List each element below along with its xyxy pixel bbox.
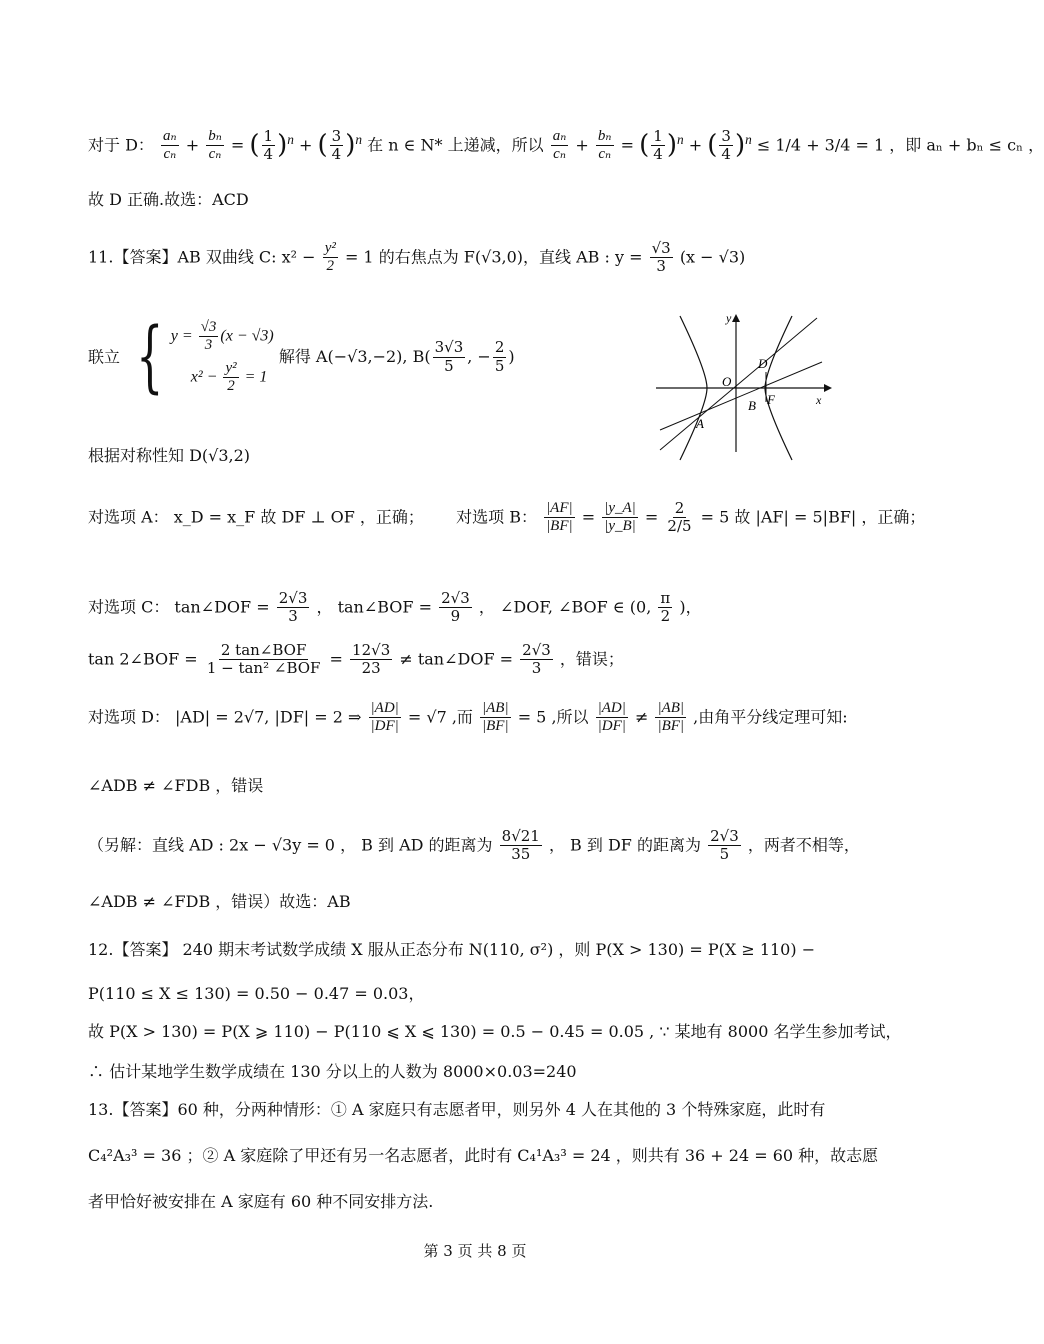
option-c-line xyxy=(88,590,702,626)
q13-line3: 者甲恰好被安排在 A 家庭有 60 种不同安排方法. xyxy=(88,1192,434,1211)
equals: = xyxy=(644,507,659,527)
equals: = xyxy=(230,135,245,155)
plus: + xyxy=(299,135,313,155)
symmetry-line: 根据对称性知 D(√3,2) xyxy=(88,446,251,465)
text: (x − √3) xyxy=(220,326,274,344)
fraction: $\frac{2}{2/5}$ xyxy=(667,499,692,536)
option-d2-line xyxy=(88,700,848,736)
conclusion-d: 故 D 正确.故选：ACD xyxy=(88,190,249,209)
fraction: $\frac{\pi}{2}$ xyxy=(660,589,671,626)
text: 对选项 D： |AD| = 2√7, |DF| = 2 ⇒ xyxy=(88,707,362,727)
fraction: $\frac{|AB|}{|BF|}$ xyxy=(657,700,685,735)
text: ，即 aₙ + bₙ ≤ cₙ ， xyxy=(889,135,1044,155)
text: (x − √3) xyxy=(679,247,746,267)
plus: + xyxy=(185,135,200,155)
text: = √7 ,而 xyxy=(407,707,473,727)
text: 对于 D： xyxy=(88,135,154,155)
fraction: $\frac{\text{2 tan∠BOF}}{\text{1 − tan² ∠BOF}}$ xyxy=(206,641,321,678)
fraction: $\frac{\text{aₙ}}{\text{cₙ}}$ xyxy=(163,128,177,163)
fraction: $\frac{3√3}{5}$ xyxy=(434,338,464,375)
text: = 1 的右焦点为 F(√3,0)，直线 AB : y = xyxy=(344,247,643,267)
fraction: $\frac{2√3}{5}$ xyxy=(710,827,739,864)
exponent: n xyxy=(745,131,752,147)
fraction: $\frac{2}{5}$ xyxy=(494,338,505,375)
text: 在 n ∈ N* 上递减，所以 xyxy=(367,135,544,155)
point-f-label: F xyxy=(767,392,775,407)
text: = 5 故 |AF| = 5|BF| ，正确； xyxy=(700,507,926,527)
q11-answer xyxy=(88,240,745,276)
tan-double-line xyxy=(88,642,624,678)
fraction: $\frac{2√3}{9}$ xyxy=(441,589,470,626)
plus: + xyxy=(688,135,703,155)
text: 联立 xyxy=(88,347,121,367)
fraction: $\frac{\text{bₙ}}{\text{cₙ}}$ xyxy=(208,128,222,163)
q12-line2: P(110 ≤ X ≤ 130) = 0.50 − 0.47 = 0.03， xyxy=(88,984,425,1003)
equals: = xyxy=(329,649,343,669)
equals: = xyxy=(581,507,596,527)
option-d-line: 对于 D： $\frac{\text{aₙ}}{\text{cₙ}}$ + $\frac{\text{bₙ}}{\text{cₙ}}$ = ( $\frac{1}{4}$ )$^n$ + ( $\frac{3}{4}$ )$^n$ 在 n ∈ N* 上递减，所以 $\frac{\text{aₙ}}{\text{cₙ}}$ + $\frac{\text{bₙ}}{\text{cₙ}}$ = ( $\frac{1}{4}$ )$^n$ + ( $\frac{3}{4}$ )$^n$ ≤ 1/4 + 3/4 = 1 ，即 aₙ + bₙ ≤ cₙ ， xyxy=(88,127,1044,164)
text: 对选项 C： tan∠DOF = xyxy=(88,597,270,617)
q12-line3: 故 P(X > 130) = P(X ⩾ 110) − P(110 ⩽ X ⩽ 130) = 0.5 − 0.45 = 0.05 , ∵ 某地有 8000 名学生参加考试， xyxy=(88,1022,902,1041)
fraction: $\frac{\text{y²}}{2}$ xyxy=(225,360,237,395)
hyperbola-graph xyxy=(652,312,832,460)
error-line: ∠ADB ≠ ∠FDB ，错误 xyxy=(88,776,264,795)
text: )， xyxy=(679,597,702,617)
fraction: $\frac{\text{bₙ}}{\text{cₙ}}$ xyxy=(597,128,612,163)
fraction: $\frac{8√21}{35}$ xyxy=(501,827,540,864)
fraction: $\frac{|AD|}{|DF|}$ xyxy=(370,700,399,735)
exponent: n xyxy=(676,131,684,147)
option-ab-line xyxy=(88,500,925,536)
text: （另解：直线 AD : 2x − √3y = 0 ， B 到 AD 的距离为 xyxy=(88,835,493,855)
equation-system xyxy=(125,312,274,402)
text: = 1 xyxy=(240,368,268,386)
system-of-equations xyxy=(88,312,515,402)
q13-line2: C₄²A₃³ = 36 ；② A 家庭除了甲还有另一名志愿者，此时有 C₄¹A₃³ = 24 ，则共有 36 + 24 = 60 种，故志愿 xyxy=(88,1146,879,1165)
alt-solution-line xyxy=(88,828,860,864)
equals: = xyxy=(620,135,635,155)
text: ， B 到 DF 的距离为 xyxy=(548,835,701,855)
fraction: $\frac{3}{4}$ xyxy=(331,127,342,164)
exponent: n xyxy=(287,131,294,147)
x-axis-arrow xyxy=(824,384,832,392)
point-a-label: A xyxy=(696,416,704,431)
text: ，错误； xyxy=(559,649,624,669)
text: = 5 ,所以 xyxy=(517,707,589,727)
point-b-label: B xyxy=(748,398,756,413)
page-footer: 第 3 页 共 8 页 xyxy=(423,1242,527,1260)
fraction: $\frac{2√3}{3}$ xyxy=(522,641,551,678)
origin-label: O xyxy=(722,374,732,389)
text: ≠ tan∠DOF = xyxy=(399,649,514,669)
fraction: $\frac{|AF|}{|BF|}$ xyxy=(546,500,573,535)
not-equal: ≠ xyxy=(634,707,649,727)
text: x² − xyxy=(190,368,222,386)
fraction: $\frac{2√3}{3}$ xyxy=(278,589,308,626)
brace: { xyxy=(136,312,164,402)
text: ) xyxy=(508,346,515,366)
fraction: $\frac{\text{aₙ}}{\text{cₙ}}$ xyxy=(552,128,567,163)
alt-conclusion: ∠ADB ≠ ∠FDB ，错误）故选：AB xyxy=(88,892,351,911)
fraction: $\frac{1}{4}$ xyxy=(653,127,663,164)
text: tan 2∠BOF = xyxy=(88,649,198,669)
fraction: $\frac{1}{4}$ xyxy=(263,127,274,164)
fraction: $\frac{3}{4}$ xyxy=(721,127,731,164)
text: 对选项 B： xyxy=(456,507,537,527)
text: 解得 A(−√3,−2), B( xyxy=(278,346,431,366)
text: 11.【答案】AB 双曲线 C: x² − xyxy=(88,247,316,267)
text: 对选项 A： x_D = x_F 故 DF ⊥ OF ，正确； xyxy=(88,507,424,527)
y-axis-arrow xyxy=(732,314,740,322)
fraction: $\frac{√3}{3}$ xyxy=(651,239,671,276)
fraction: $\frac{√3}{3}$ xyxy=(200,318,217,353)
inequality: ≤ 1/4 + 3/4 = 1 xyxy=(756,135,885,155)
fraction: $\frac{|AD|}{|DF|}$ xyxy=(597,700,626,735)
q12-line1: 12.【答案】 240 期末考试数学成绩 X 服从正态分布 N(110, σ²) ，则 P(X > 130) = P(X ≥ 110) − xyxy=(88,940,816,959)
text: ，两者不相等， xyxy=(747,835,860,855)
fraction: $\frac{|y\_A|}{|y\_B|}$ xyxy=(604,500,636,535)
fraction: $\frac{12√3}{23}$ xyxy=(352,641,391,678)
x-label: x xyxy=(816,393,822,407)
line-ab xyxy=(660,362,822,430)
text: , − xyxy=(467,346,491,366)
exponent: n xyxy=(355,131,363,147)
fraction: $\frac{|AB|}{|BF|}$ xyxy=(482,700,509,735)
fraction: $\frac{\text{y²}}{2}$ xyxy=(324,240,336,275)
text: ,由角平分线定理可知: xyxy=(693,707,848,727)
text: ， tan∠BOF = xyxy=(316,597,433,617)
line-ad xyxy=(660,318,817,450)
y-label: y xyxy=(726,311,732,325)
text: ， ∠DOF, ∠BOF ∈ (0, xyxy=(478,597,652,617)
plus: + xyxy=(575,135,589,155)
q13-line1: 13.【答案】60 种，分两种情形：① A 家庭只有志愿者甲，则另外 4 人在其他的 3 个特殊家庭，此时有 xyxy=(88,1100,826,1119)
point-d-label: D xyxy=(758,356,768,371)
text: y = xyxy=(170,326,197,344)
q12-line4: ∴ 估计某地学生数学成绩在 130 分以上的人数为 8000×0.03=240 xyxy=(88,1062,577,1081)
